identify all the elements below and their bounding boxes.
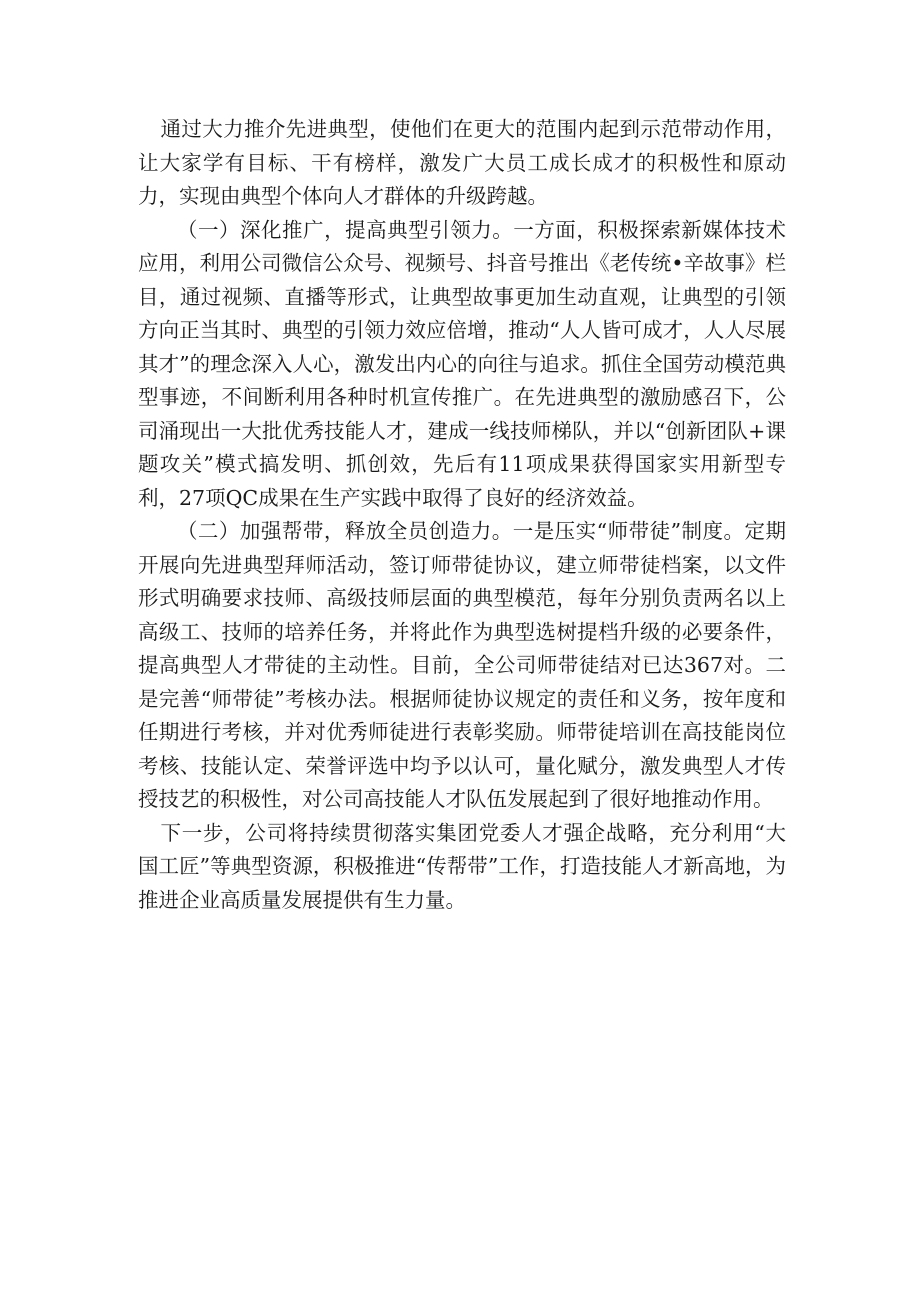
paragraph-next-step: 下一步，公司将持续贯彻落实集团党委人才强企战略，充分利用“大国工匠”等典型资源，积极推进“传帮带”工作，打造技能人才新高地，为推进企业高质量发展提供有生力量。: [138, 820, 786, 912]
paragraph-section-two: （二）加强帮带，释放全员创造力。一是压实“师带徒”制度。定期开展向先进典型拜师活动，签订师带徒协议，建立师带徒档案，以文件形式明确要求技师、高级技师层面的典型模范，每年分别负责两名以上高级工、技师的培养任务，并将此作为典型选树提档升级的必要条件，提高典型人才带徒的主动性。目前，全公司师带徒结对已达367对。二是完善“师带徒”考核办法。根据师徒协议规定的责任和义务，按年度和任期进行考核，并对优秀师徒进行表彰奖励。师带徒培训在高技能岗位考核、技能认定、荣誉评选中均予以认可，量化赋分，激发典型人才传授技艺的积极性，对公司高技能人才队伍发展起到了很好地推动作用。: [138, 519, 786, 811]
paragraph-section-one: （一）深化推广，提高典型引领力。一方面，积极探索新媒体技术应用，利用公司微信公众号、视频号、抖音号推出《老传统•辛故事》栏目，通过视频、直播等形式，让典型故事更加生动直观，让典型的引领方向正当其时、典型的引领力效应倍增，推动“人人皆可成才，人人尽展其才”的理念深入人心，激发出内心的向往与追求。抓住全国劳动模范典型事迹，不间断利用各种时机宣传推广。在先进典型的激励感召下，公司涌现出一大批优秀技能人才，建成一线技师梯队，并以“创新团队+课题攻关”模式搞发明、抓创效，先后有11项成果获得国家实用新型专利，27项QC成果在生产实践中取得了良好的经济效益。: [138, 217, 786, 510]
paragraph-intro: 通过大力推介先进典型，使他们在更大的范围内起到示范带动作用，让大家学有目标、干有榜样，激发广大员工成长成才的积极性和原动力，实现由典型个体向人才群体的升级跨越。: [138, 117, 786, 208]
document-body: [138, 113, 786, 917]
